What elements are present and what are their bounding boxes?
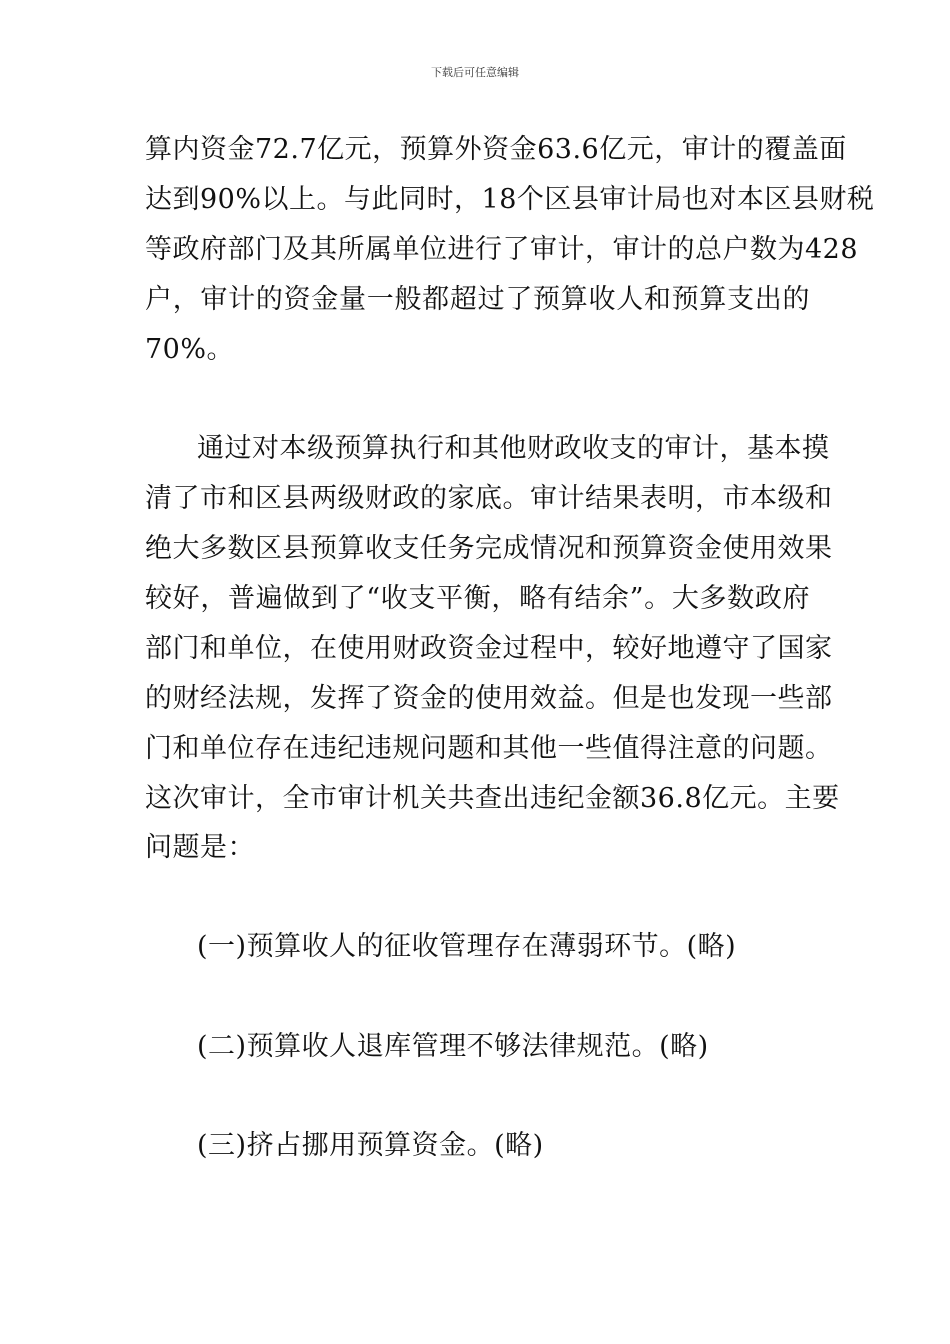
problem-item-3: (三)挤占挪用预算资金。(略) (197, 1130, 544, 1161)
paragraph-2-line-9: 问题是： (145, 832, 255, 863)
problem-item-2: (二)预算收人退库管理不够法律规范。(略) (197, 1031, 709, 1062)
paragraph-1-line-5: 70%。 (145, 334, 235, 365)
paragraph-2-line-3: 绝大多数区县预算收支任务完成情况和预算资金使用效果 (145, 533, 833, 564)
paragraph-1-line-4: 户，审计的资金量一般都超过了预算收人和预算支出的 (145, 284, 810, 315)
paragraph-1-line-1: 算内资金72.7亿元，预算外资金63.6亿元，审计的覆盖面 (145, 134, 847, 165)
page-header: 下载后可任意编辑 (431, 66, 519, 79)
paragraph-2-line-8: 这次审计，全市审计机关共查出违纪金额36.8亿元。主要 (145, 783, 840, 814)
paragraph-2-line-5: 部门和单位，在使用财政资金过程中，较好地遵守了国家 (145, 633, 833, 664)
paragraph-2-line-4: 较好，普遍做到了“收支平衡，略有结余”。大多数政府 (145, 583, 810, 614)
paragraph-1-line-2: 达到90%以上。与此同时，18个区县审计局也对本区县财税 (145, 184, 875, 215)
paragraph-2-line-7: 门和单位存在违纪违规问题和其他一些值得注意的问题。 (145, 733, 833, 764)
problem-item-1: (一)预算收人的征收管理存在薄弱环节。(略) (197, 931, 737, 962)
paragraph-2-line-1: 通过对本级预算执行和其他财政收支的审计，基本摸 (197, 433, 830, 464)
paragraph-2-line-2: 清了市和区县两级财政的家底。审计结果表明，市本级和 (145, 483, 833, 514)
paragraph-1-line-3: 等政府部门及其所属单位进行了审计，审计的总户数为428 (145, 234, 859, 265)
paragraph-2-line-6: 的财经法规，发挥了资金的使用效益。但是也发现一些部 (145, 683, 833, 714)
